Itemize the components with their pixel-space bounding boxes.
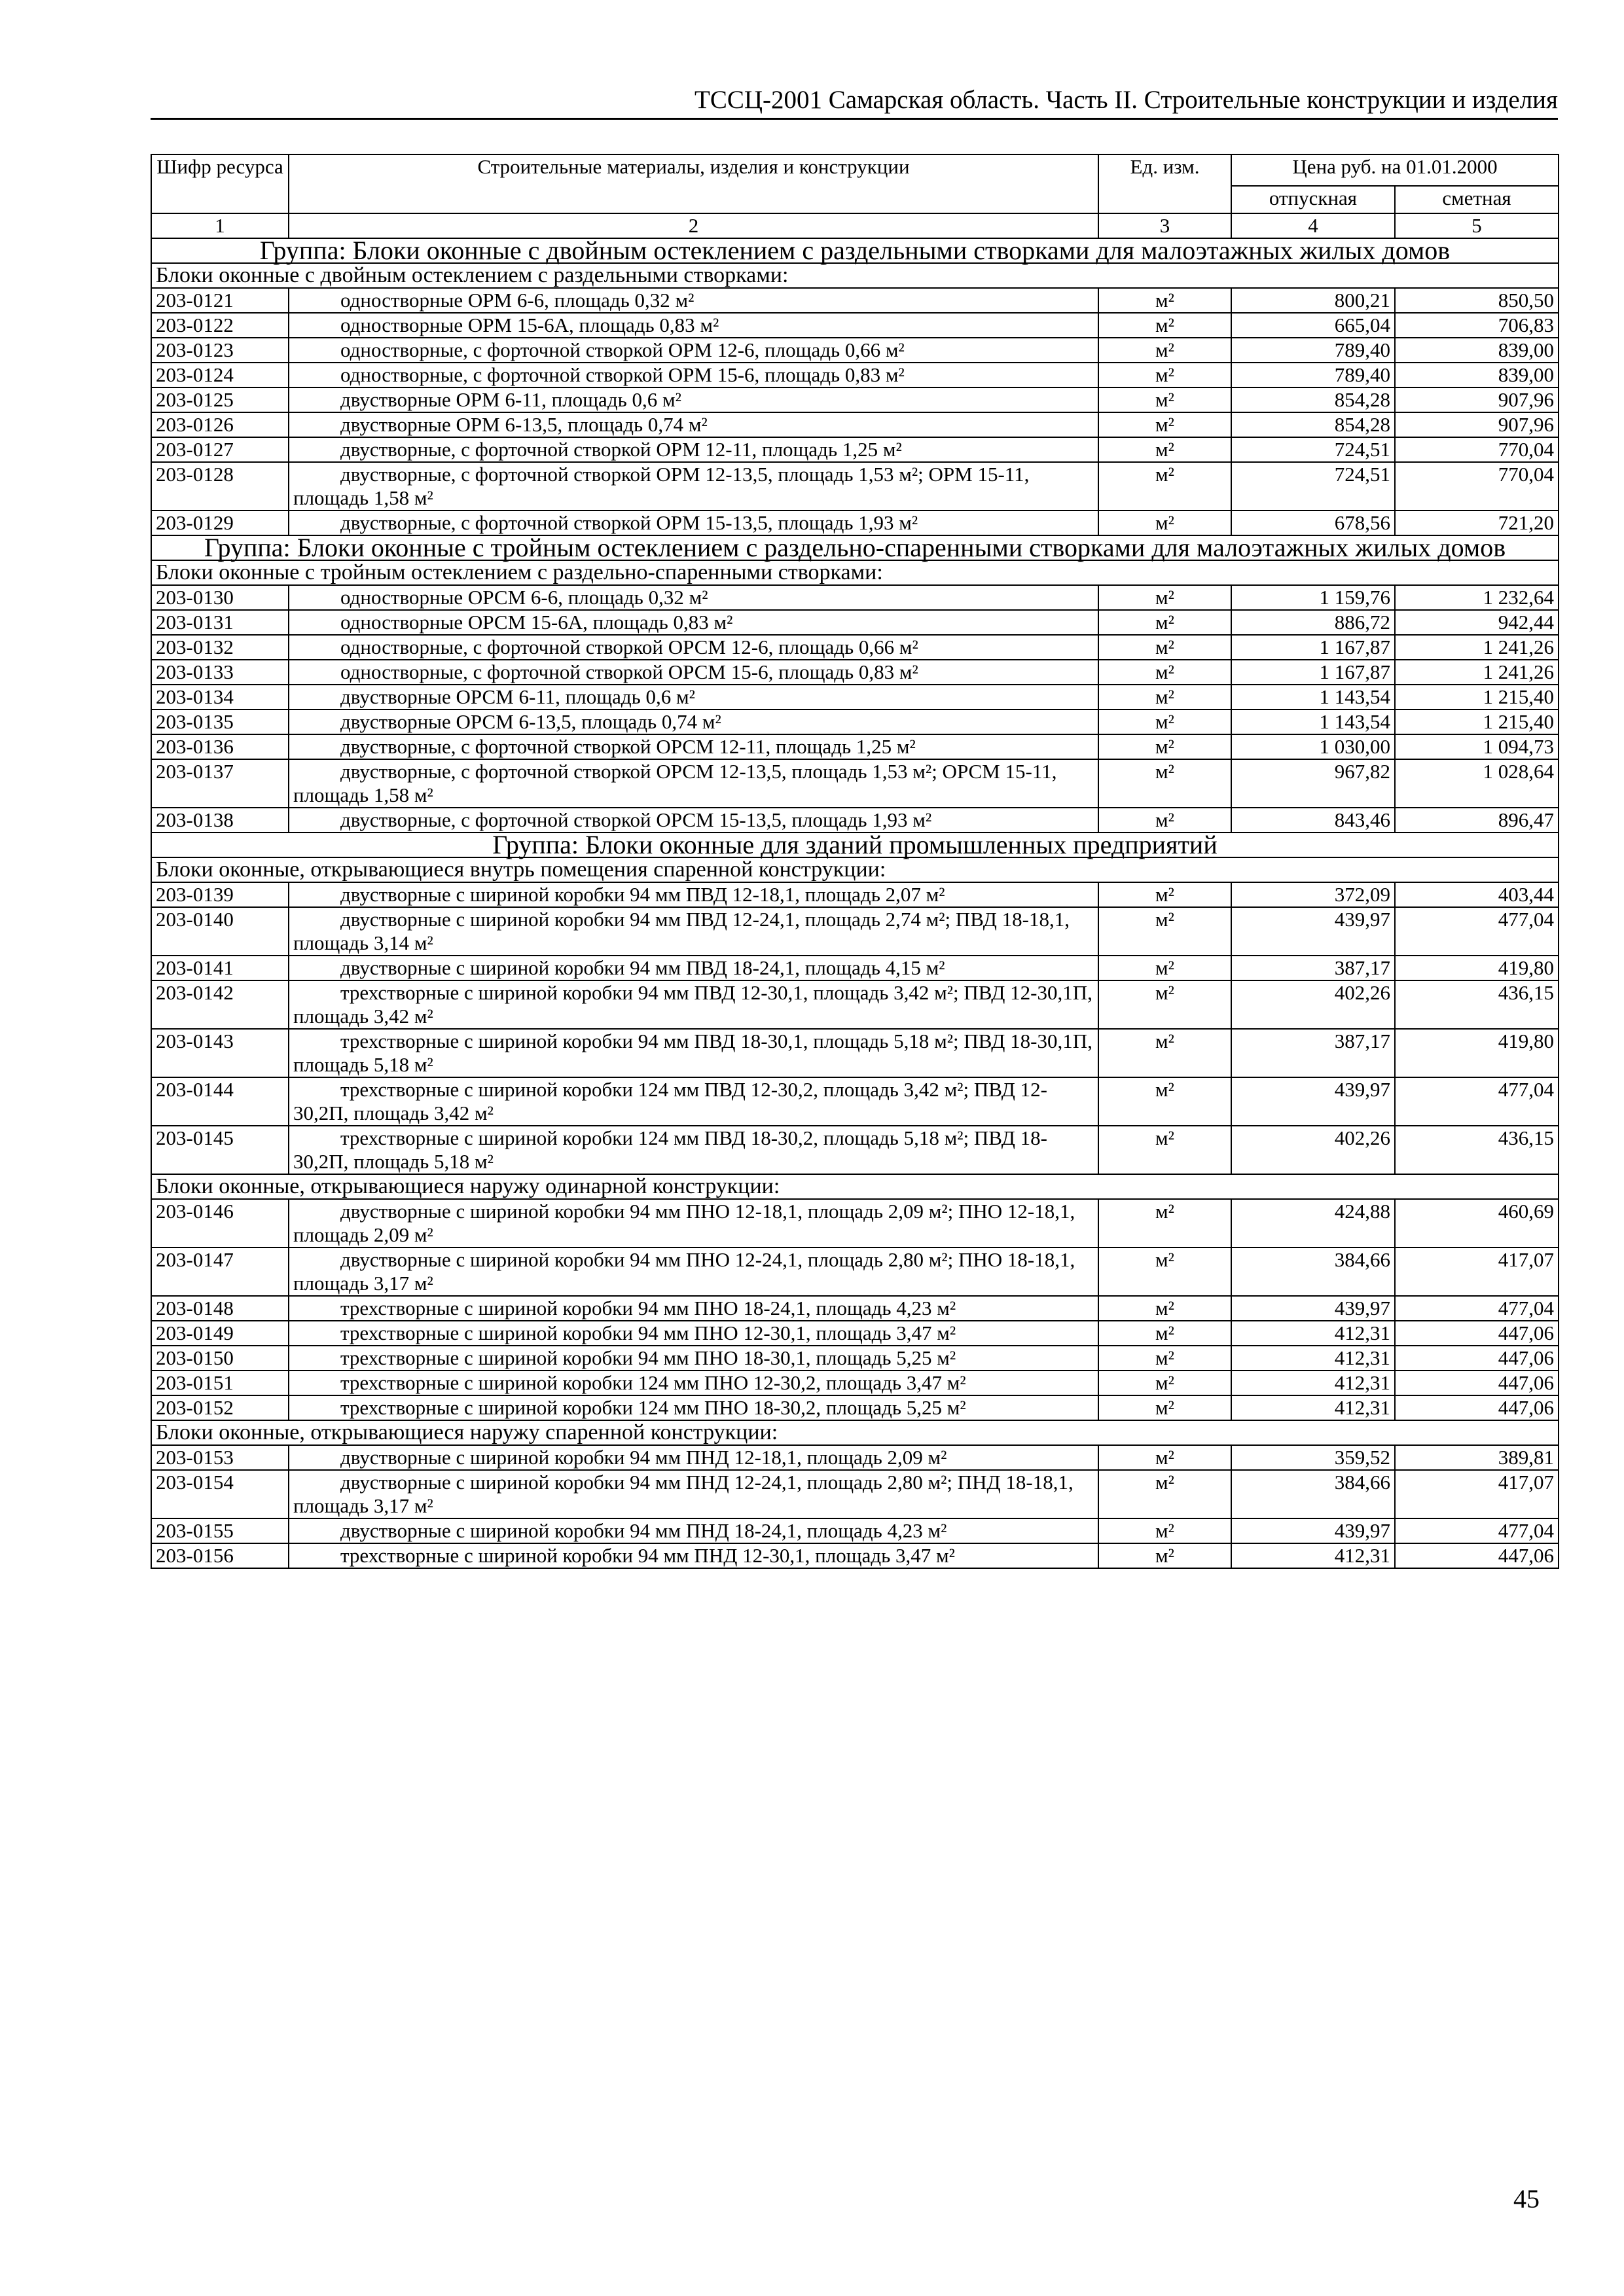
resource-code: 203-0134 xyxy=(151,685,289,709)
item-description: трехстворные с шириной коробки 124 мм ПНО 12-30,2, площадь 3,47 м² xyxy=(289,1371,1098,1395)
item-description: двустворные с шириной коробки 94 мм ПНД 12-18,1, площадь 2,09 м² xyxy=(289,1445,1098,1470)
item-description: трехстворные с шириной коробки 94 мм ПНО 18-30,1, площадь 5,25 м² xyxy=(289,1346,1098,1371)
resource-code: 203-0144 xyxy=(151,1077,289,1126)
resource-code: 203-0154 xyxy=(151,1470,289,1518)
table-row xyxy=(151,288,1559,313)
resource-code: 203-0143 xyxy=(151,1029,289,1077)
estimate-price: 447,06 xyxy=(1395,1321,1559,1346)
release-price: 843,46 xyxy=(1231,808,1395,833)
resource-code: 203-0129 xyxy=(151,511,289,535)
table-row xyxy=(151,1029,1559,1077)
unit: м² xyxy=(1098,1029,1231,1077)
estimate-price: 460,69 xyxy=(1395,1199,1559,1247)
estimate-price: 850,50 xyxy=(1395,288,1559,313)
item-description: двустворные ОРСМ 6-13,5, площадь 0,74 м² xyxy=(289,709,1098,734)
release-price: 372,09 xyxy=(1231,882,1395,907)
item-description: одностворные ОРСМ 15-6А, площадь 0,83 м² xyxy=(289,610,1098,635)
unit: м² xyxy=(1098,1321,1231,1346)
unit: м² xyxy=(1098,338,1231,363)
estimate-price: 447,06 xyxy=(1395,1395,1559,1420)
estimate-price: 1 215,40 xyxy=(1395,709,1559,734)
estimate-price: 721,20 xyxy=(1395,511,1559,535)
subgroup-title: Блоки оконные, открывающиеся внутрь помещения спаренной конструкции: xyxy=(151,857,1559,882)
resource-code: 203-0141 xyxy=(151,956,289,980)
release-price: 678,56 xyxy=(1231,511,1395,535)
estimate-price: 770,04 xyxy=(1395,462,1559,511)
item-description: двустворные, с форточной створкой ОРСМ 15-13,5, площадь 1,93 м² xyxy=(289,808,1098,833)
table-row xyxy=(151,387,1559,412)
resource-code: 203-0147 xyxy=(151,1247,289,1296)
release-price: 1 143,54 xyxy=(1231,709,1395,734)
unit: м² xyxy=(1098,1518,1231,1543)
estimate-price: 477,04 xyxy=(1395,1518,1559,1543)
unit: м² xyxy=(1098,313,1231,338)
table-row xyxy=(151,882,1559,907)
release-price: 724,51 xyxy=(1231,462,1395,511)
release-price: 854,28 xyxy=(1231,387,1395,412)
item-description: одностворные, с форточной створкой ОРМ 12-6, площадь 0,66 м² xyxy=(289,338,1098,363)
subgroup-heading-row xyxy=(151,1174,1559,1199)
unit: м² xyxy=(1098,511,1231,535)
table-row xyxy=(151,1371,1559,1395)
unit: м² xyxy=(1098,1296,1231,1321)
release-price: 724,51 xyxy=(1231,437,1395,462)
resource-code: 203-0153 xyxy=(151,1445,289,1470)
unit: м² xyxy=(1098,412,1231,437)
unit: м² xyxy=(1098,1199,1231,1247)
estimate-price: 477,04 xyxy=(1395,1077,1559,1126)
table-row xyxy=(151,759,1559,808)
estimate-price: 1 028,64 xyxy=(1395,759,1559,808)
table-row xyxy=(151,1126,1559,1174)
release-price: 1 159,76 xyxy=(1231,585,1395,610)
unit: м² xyxy=(1098,462,1231,511)
resource-code: 203-0133 xyxy=(151,660,289,685)
item-description: одностворные ОРМ 15-6А, площадь 0,83 м² xyxy=(289,313,1098,338)
release-price: 665,04 xyxy=(1231,313,1395,338)
item-description: двустворные ОРМ 6-13,5, площадь 0,74 м² xyxy=(289,412,1098,437)
release-price: 854,28 xyxy=(1231,412,1395,437)
release-price: 439,97 xyxy=(1231,1518,1395,1543)
unit: м² xyxy=(1098,808,1231,833)
subgroup-title: Блоки оконные с тройным остеклением с раздельно-спаренными створками: xyxy=(151,560,1559,585)
unit: м² xyxy=(1098,437,1231,462)
unit: м² xyxy=(1098,635,1231,660)
table-row xyxy=(151,1395,1559,1420)
release-price: 1 030,00 xyxy=(1231,734,1395,759)
column-number: 2 xyxy=(289,213,1098,238)
page-number: 45 xyxy=(1513,2184,1540,2214)
unit: м² xyxy=(1098,1395,1231,1420)
table-row xyxy=(151,363,1559,387)
document-title: ТССЦ-2001 Самарская область. Часть II. Строительные конструкции и изделия xyxy=(695,86,1558,114)
item-description: трехстворные с шириной коробки 94 мм ПНО 12-30,1, площадь 3,47 м² xyxy=(289,1321,1098,1346)
resource-code: 203-0151 xyxy=(151,1371,289,1395)
item-description: двустворные с шириной коробки 94 мм ПВД 12-18,1, площадь 2,07 м² xyxy=(289,882,1098,907)
unit: м² xyxy=(1098,660,1231,685)
item-description: двустворные, с форточной створкой ОРСМ 12-13,5, площадь 1,53 м²; ОРСМ 15-11, площадь 1,58 м² xyxy=(289,759,1098,808)
table-row xyxy=(151,610,1559,635)
estimate-price: 942,44 xyxy=(1395,610,1559,635)
estimate-price: 770,04 xyxy=(1395,437,1559,462)
column-number: 4 xyxy=(1231,213,1395,238)
estimate-price: 907,96 xyxy=(1395,412,1559,437)
header-code: Шифр ресурса xyxy=(151,154,289,213)
unit: м² xyxy=(1098,1445,1231,1470)
estimate-price: 436,15 xyxy=(1395,980,1559,1029)
table-row xyxy=(151,956,1559,980)
unit: м² xyxy=(1098,759,1231,808)
release-price: 886,72 xyxy=(1231,610,1395,635)
unit: м² xyxy=(1098,734,1231,759)
estimate-price: 839,00 xyxy=(1395,338,1559,363)
item-description: трехстворные с шириной коробки 124 мм ПНО 18-30,2, площадь 5,25 м² xyxy=(289,1395,1098,1420)
release-price: 789,40 xyxy=(1231,338,1395,363)
item-description: трехстворные с шириной коробки 124 мм ПВД 12-30,2, площадь 3,42 м²; ПВД 12-30,2П, площадь 3,42 м² xyxy=(289,1077,1098,1126)
item-description: трехстворные с шириной коробки 94 мм ПВД 18-30,1, площадь 5,18 м²; ПВД 18-30,1П, площадь 5,18 м² xyxy=(289,1029,1098,1077)
item-description: двустворные ОРСМ 6-11, площадь 0,6 м² xyxy=(289,685,1098,709)
estimate-price: 1 241,26 xyxy=(1395,660,1559,685)
release-price: 789,40 xyxy=(1231,363,1395,387)
subgroup-heading-row xyxy=(151,1420,1559,1445)
resource-code: 203-0146 xyxy=(151,1199,289,1247)
estimate-price: 1 094,73 xyxy=(1395,734,1559,759)
table-row xyxy=(151,635,1559,660)
table-row xyxy=(151,734,1559,759)
subgroup-heading-row xyxy=(151,560,1559,585)
subgroup-title: Блоки оконные с двойным остеклением с раздельными створками: xyxy=(151,263,1559,288)
table-header xyxy=(151,154,1559,238)
item-description: двустворные, с форточной створкой ОРМ 15-13,5, площадь 1,93 м² xyxy=(289,511,1098,535)
estimate-price: 1 241,26 xyxy=(1395,635,1559,660)
column-number: 5 xyxy=(1395,213,1559,238)
estimate-price: 839,00 xyxy=(1395,363,1559,387)
resource-code: 203-0123 xyxy=(151,338,289,363)
item-description: одностворные, с форточной створкой ОРСМ 15-6, площадь 0,83 м² xyxy=(289,660,1098,685)
table-row xyxy=(151,980,1559,1029)
unit: м² xyxy=(1098,1470,1231,1518)
table-row xyxy=(151,808,1559,833)
group-title: Группа: Блоки оконные для зданий промышленных предприятий xyxy=(151,833,1559,857)
release-price: 1 143,54 xyxy=(1231,685,1395,709)
unit: м² xyxy=(1098,980,1231,1029)
release-price: 387,17 xyxy=(1231,1029,1395,1077)
resource-code: 203-0138 xyxy=(151,808,289,833)
table-row xyxy=(151,511,1559,535)
table-row xyxy=(151,462,1559,511)
item-description: одностворные ОРСМ 6-6, площадь 0,32 м² xyxy=(289,585,1098,610)
estimate-price: 477,04 xyxy=(1395,1296,1559,1321)
unit: м² xyxy=(1098,709,1231,734)
resource-code: 203-0135 xyxy=(151,709,289,734)
resource-code: 203-0145 xyxy=(151,1126,289,1174)
resource-code: 203-0142 xyxy=(151,980,289,1029)
estimate-price: 419,80 xyxy=(1395,1029,1559,1077)
release-price: 439,97 xyxy=(1231,907,1395,956)
release-price: 412,31 xyxy=(1231,1321,1395,1346)
resource-code: 203-0126 xyxy=(151,412,289,437)
header-unit: Ед. изм. xyxy=(1098,154,1231,213)
unit: м² xyxy=(1098,1371,1231,1395)
estimate-price: 417,07 xyxy=(1395,1470,1559,1518)
table-row xyxy=(151,907,1559,956)
resource-code: 203-0127 xyxy=(151,437,289,462)
header-name: Строительные материалы, изделия и конструкции xyxy=(289,154,1098,213)
resource-code: 203-0132 xyxy=(151,635,289,660)
estimate-price: 436,15 xyxy=(1395,1126,1559,1174)
table-row xyxy=(151,338,1559,363)
resource-code: 203-0137 xyxy=(151,759,289,808)
unit: м² xyxy=(1098,956,1231,980)
release-price: 967,82 xyxy=(1231,759,1395,808)
table-row xyxy=(151,412,1559,437)
resource-code: 203-0150 xyxy=(151,1346,289,1371)
table-row xyxy=(151,1296,1559,1321)
page-header xyxy=(151,77,1558,120)
release-price: 412,31 xyxy=(1231,1543,1395,1568)
group-title: Группа: Блоки оконные с двойным остеклением с раздельными створками для малоэтажных жилых домов xyxy=(151,238,1559,263)
resource-code: 203-0140 xyxy=(151,907,289,956)
resource-code: 203-0136 xyxy=(151,734,289,759)
estimate-price: 447,06 xyxy=(1395,1371,1559,1395)
item-description: трехстворные с шириной коробки 94 мм ПНО 18-24,1, площадь 4,23 м² xyxy=(289,1296,1098,1321)
resource-code: 203-0155 xyxy=(151,1518,289,1543)
resource-code: 203-0149 xyxy=(151,1321,289,1346)
release-price: 384,66 xyxy=(1231,1470,1395,1518)
unit: м² xyxy=(1098,1247,1231,1296)
subgroup-title: Блоки оконные, открывающиеся наружу одинарной конструкции: xyxy=(151,1174,1559,1199)
subgroup-heading-row xyxy=(151,263,1559,288)
item-description: двустворные с шириной коробки 94 мм ПВД 12-24,1, площадь 2,74 м²; ПВД 18-18,1, площадь 3,14 м² xyxy=(289,907,1098,956)
table-row xyxy=(151,1543,1559,1568)
estimate-price: 1 215,40 xyxy=(1395,685,1559,709)
unit: м² xyxy=(1098,363,1231,387)
table-row xyxy=(151,1470,1559,1518)
release-price: 359,52 xyxy=(1231,1445,1395,1470)
item-description: трехстворные с шириной коробки 124 мм ПВД 18-30,2, площадь 5,18 м²; ПВД 18-30,2П, площадь 5,18 м² xyxy=(289,1126,1098,1174)
item-description: одностворные, с форточной створкой ОРСМ 12-6, площадь 0,66 м² xyxy=(289,635,1098,660)
column-number: 3 xyxy=(1098,213,1231,238)
item-description: двустворные с шириной коробки 94 мм ПНД 18-24,1, площадь 4,23 м² xyxy=(289,1518,1098,1543)
table-row xyxy=(151,1518,1559,1543)
group-title: Группа: Блоки оконные с тройным остеклением с раздельно-спаренными створками для малоэтажных жилых домов xyxy=(151,535,1559,560)
release-price: 384,66 xyxy=(1231,1247,1395,1296)
item-description: двустворные с шириной коробки 94 мм ПНО 12-24,1, площадь 2,80 м²; ПНО 18-18,1, площадь 3,17 м² xyxy=(289,1247,1098,1296)
item-description: двустворные с шириной коробки 94 мм ПНО 12-18,1, площадь 2,09 м²; ПНО 12-18,1, площадь 2,09 м² xyxy=(289,1199,1098,1247)
item-description: трехстворные с шириной коробки 94 мм ПНД 12-30,1, площадь 3,47 м² xyxy=(289,1543,1098,1568)
column-number: 1 xyxy=(151,213,289,238)
release-price: 402,26 xyxy=(1231,1126,1395,1174)
estimate-price: 419,80 xyxy=(1395,956,1559,980)
group-heading-row xyxy=(151,535,1559,560)
header-release-price: отпускная xyxy=(1231,186,1395,213)
table-row xyxy=(151,585,1559,610)
estimate-price: 907,96 xyxy=(1395,387,1559,412)
table-row xyxy=(151,1445,1559,1470)
unit: м² xyxy=(1098,685,1231,709)
release-price: 439,97 xyxy=(1231,1077,1395,1126)
price-table xyxy=(151,154,1559,1569)
release-price: 387,17 xyxy=(1231,956,1395,980)
release-price: 412,31 xyxy=(1231,1371,1395,1395)
estimate-price: 447,06 xyxy=(1395,1346,1559,1371)
release-price: 402,26 xyxy=(1231,980,1395,1029)
release-price: 800,21 xyxy=(1231,288,1395,313)
table-row xyxy=(151,1346,1559,1371)
group-heading-row xyxy=(151,238,1559,263)
unit: м² xyxy=(1098,1077,1231,1126)
header-estimate-price: сметная xyxy=(1395,186,1559,213)
resource-code: 203-0128 xyxy=(151,462,289,511)
estimate-price: 447,06 xyxy=(1395,1543,1559,1568)
item-description: двустворные с шириной коробки 94 мм ПНД 12-24,1, площадь 2,80 м²; ПНД 18-18,1, площадь 3,17 м² xyxy=(289,1470,1098,1518)
estimate-price: 706,83 xyxy=(1395,313,1559,338)
table-row xyxy=(151,1247,1559,1296)
item-description: двустворные ОРМ 6-11, площадь 0,6 м² xyxy=(289,387,1098,412)
unit: м² xyxy=(1098,288,1231,313)
subgroup-heading-row xyxy=(151,857,1559,882)
item-description: двустворные, с форточной створкой ОРСМ 12-11, площадь 1,25 м² xyxy=(289,734,1098,759)
resource-code: 203-0148 xyxy=(151,1296,289,1321)
unit: м² xyxy=(1098,1126,1231,1174)
estimate-price: 417,07 xyxy=(1395,1247,1559,1296)
estimate-price: 389,81 xyxy=(1395,1445,1559,1470)
unit: м² xyxy=(1098,610,1231,635)
estimate-price: 403,44 xyxy=(1395,882,1559,907)
release-price: 424,88 xyxy=(1231,1199,1395,1247)
table-row xyxy=(151,437,1559,462)
resource-code: 203-0124 xyxy=(151,363,289,387)
item-description: двустворные, с форточной створкой ОРМ 12-13,5, площадь 1,53 м²; ОРМ 15-11, площадь 1,58 м² xyxy=(289,462,1098,511)
table-row xyxy=(151,660,1559,685)
resource-code: 203-0130 xyxy=(151,585,289,610)
resource-code: 203-0122 xyxy=(151,313,289,338)
group-heading-row xyxy=(151,833,1559,857)
unit: м² xyxy=(1098,1346,1231,1371)
table-row xyxy=(151,709,1559,734)
resource-code: 203-0139 xyxy=(151,882,289,907)
resource-code: 203-0121 xyxy=(151,288,289,313)
item-description: двустворные с шириной коробки 94 мм ПВД 18-24,1, площадь 4,15 м² xyxy=(289,956,1098,980)
release-price: 412,31 xyxy=(1231,1395,1395,1420)
table-row xyxy=(151,1199,1559,1247)
table-row xyxy=(151,1321,1559,1346)
header-price: Цена руб. на 01.01.2000 xyxy=(1231,154,1559,186)
table-body xyxy=(151,238,1559,1568)
resource-code: 203-0131 xyxy=(151,610,289,635)
item-description: одностворные, с форточной створкой ОРМ 15-6, площадь 0,83 м² xyxy=(289,363,1098,387)
item-description: трехстворные с шириной коробки 94 мм ПВД 12-30,1, площадь 3,42 м²; ПВД 12-30,1П, площадь 3,42 м² xyxy=(289,980,1098,1029)
item-description: одностворные ОРМ 6-6, площадь 0,32 м² xyxy=(289,288,1098,313)
release-price: 1 167,87 xyxy=(1231,660,1395,685)
unit: м² xyxy=(1098,585,1231,610)
subgroup-title: Блоки оконные, открывающиеся наружу спаренной конструкции: xyxy=(151,1420,1559,1445)
release-price: 1 167,87 xyxy=(1231,635,1395,660)
unit: м² xyxy=(1098,907,1231,956)
estimate-price: 896,47 xyxy=(1395,808,1559,833)
unit: м² xyxy=(1098,1543,1231,1568)
release-price: 439,97 xyxy=(1231,1296,1395,1321)
unit: м² xyxy=(1098,387,1231,412)
estimate-price: 477,04 xyxy=(1395,907,1559,956)
resource-code: 203-0125 xyxy=(151,387,289,412)
item-description: двустворные, с форточной створкой ОРМ 12-11, площадь 1,25 м² xyxy=(289,437,1098,462)
unit: м² xyxy=(1098,882,1231,907)
table-row xyxy=(151,685,1559,709)
estimate-price: 1 232,64 xyxy=(1395,585,1559,610)
table-row xyxy=(151,313,1559,338)
resource-code: 203-0152 xyxy=(151,1395,289,1420)
resource-code: 203-0156 xyxy=(151,1543,289,1568)
release-price: 412,31 xyxy=(1231,1346,1395,1371)
table-row xyxy=(151,1077,1559,1126)
